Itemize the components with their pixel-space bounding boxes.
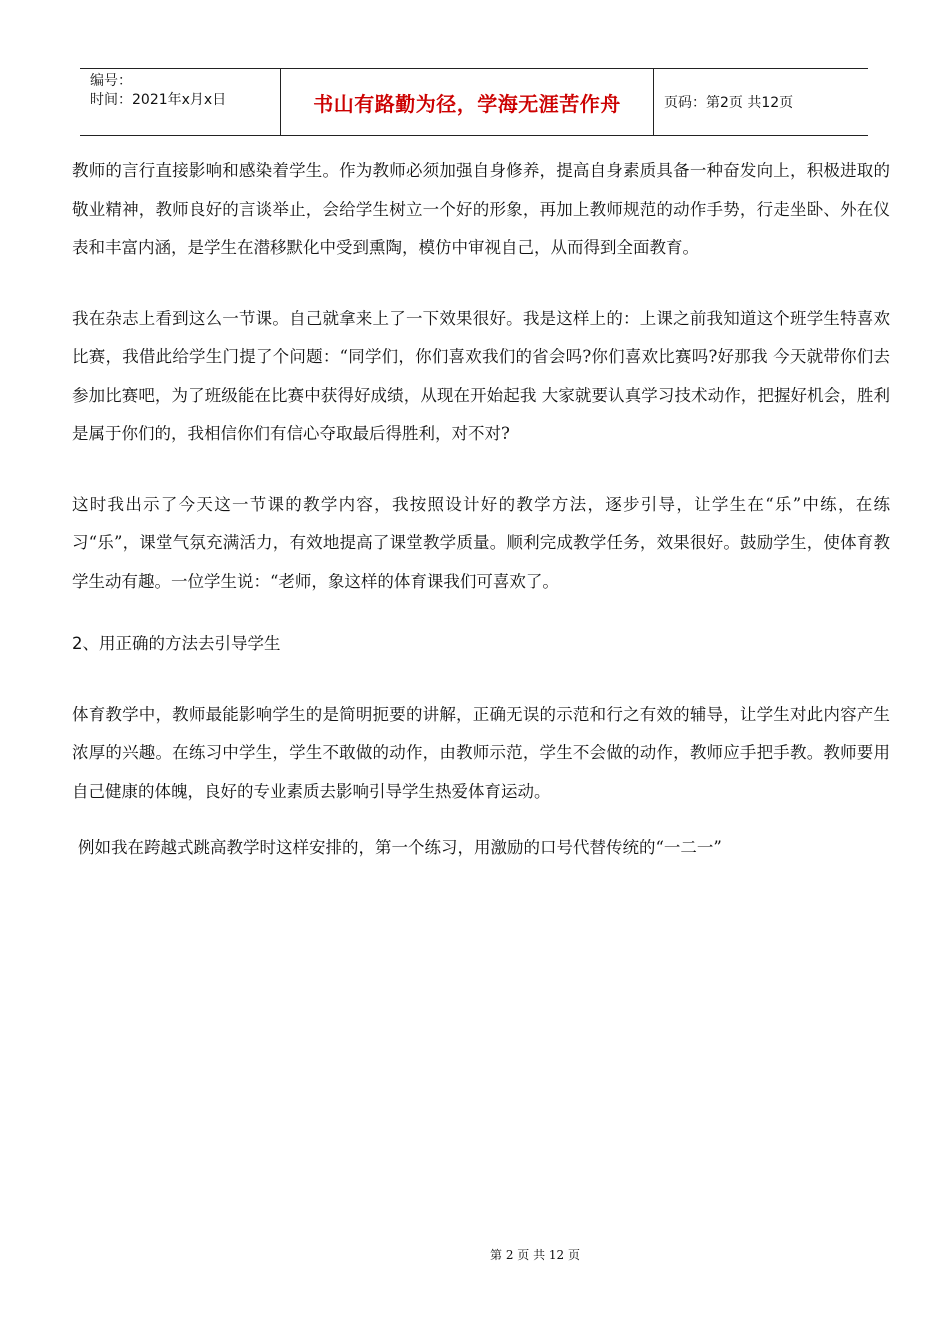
paragraph: 这时我出示了今天这一节课的教学内容，我按照设计好的教学方法，逐步引导，让学生在“乐”中练，在练习“乐”，课堂气氛充满活力，有效地提高了课堂教学质量。顺利完成教学任务，效果很好。鼓励学生，使体育教学生动有趣。一位学生说：“老师，象这样的体育课我们可喜欢了。 <box>72 494 890 591</box>
paragraph: 例如我在跨越式跳高教学时这样安排的，第一个练习，用激励的口号代替传统的“一二一” <box>78 838 722 857</box>
paragraph: 我在杂志上看到这么一节课。自己就拿来上了一下效果很好。我是这样上的：上课之前我知道这个班学生特喜欢比赛，我借此给学生门提了个问题：“同学们，你们喜欢我们的省会吗?你们喜欢比赛吗?好那我 今天就带你们去参加比赛吧，为了班级能在比赛中获得好成绩，从现在开始起我 大家就要认真学习技术动作，把握好机会，胜利是属于你们的，我相信你们有信心夺取最后得胜利，对不对? <box>72 308 890 443</box>
header-meta <box>80 69 281 135</box>
header-page-info: 页码：第2页 共12页 <box>664 95 794 111</box>
paragraph: 教师的言行直接影响和感染着学生。作为教师必须加强自身修养，提高自身素质具备一种奋发向上，积极进取的敬业精神，教师良好的言谈举止，会给学生树立一个好的形象，再加上教师规范的动作手势，行走坐卧、外在仪表和丰富内涵，是学生在潜移默化中受到熏陶，模仿中审视自己，从而得到全面教育。 <box>72 161 890 257</box>
document-header <box>80 68 868 136</box>
paragraph: 体育教学中，教师最能影响学生的是简明扼要的讲解，正确无误的示范和行之有效的辅导，让学生对此内容产生浓厚的兴趣。在练习中学生，学生不敢做的动作，由教师示范，学生不会做的动作，教师应手把手教。教师要用自己健康的体魄，良好的专业素质去影响引导学生热爱体育运动。 <box>72 704 890 801</box>
section-heading: 2、用正确的方法去引导学生 <box>72 634 281 653</box>
page-footer: 第 2 页 共 12 页 <box>490 1248 580 1262</box>
document-number-label: 编号： <box>90 73 132 89</box>
document-date: 时间：2021年x月x日 <box>90 92 227 108</box>
document-body <box>72 152 890 868</box>
header-motto: 书山有路勤为径，学海无涯苦作舟 <box>281 69 654 135</box>
